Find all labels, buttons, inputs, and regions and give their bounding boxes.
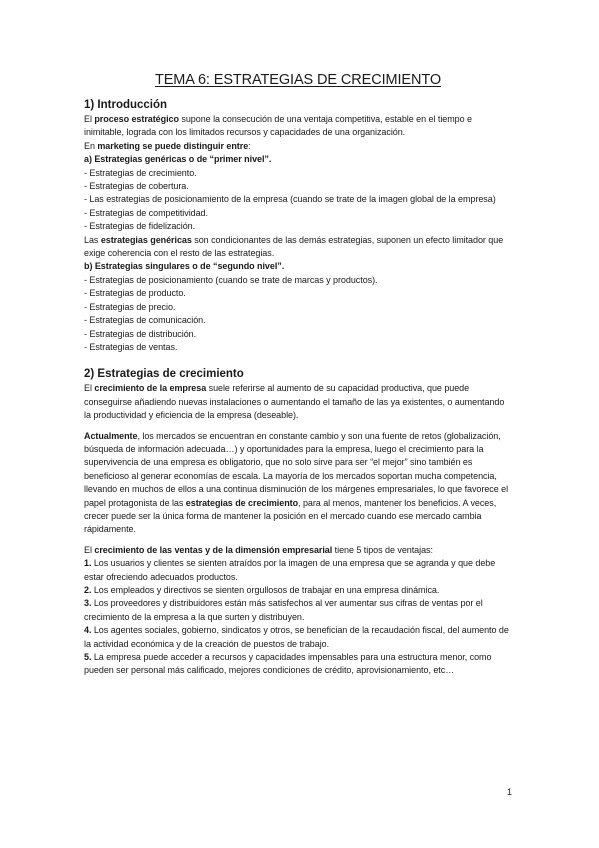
bold-term: a) Estrategias genéricas o de “primer nivel”. <box>84 154 272 165</box>
list-item: - Estrategias de competitividad. <box>84 207 208 218</box>
list-item: - Estrategias de precio. <box>84 301 176 312</box>
document-title: TEMA 6: ESTRATEGIAS DE CRECIMIENTO <box>154 72 442 88</box>
document-page <box>84 72 512 678</box>
list-item: - Estrategias de distribución. <box>84 328 197 339</box>
bold-term: marketing se puede distinguir entre <box>97 140 249 151</box>
text-span: Los empleados y directivos se sienten orgullosos de trabajar en una empresa dinámica. <box>91 585 440 595</box>
text-span: El <box>84 114 95 124</box>
advantage-item <box>84 624 512 651</box>
spacer <box>84 537 512 544</box>
bold-term: crecimiento de la empresa <box>94 383 207 394</box>
text-span: Los usuarios y clientes se sienten atraídos por la imagen de una empresa que se agranda y que debe estar ofreciendo adecuados productos. <box>84 558 496 582</box>
text-span: suele referirse al aumento de su capacidad productiva, que puede conseguirse añadiendo nuevas instalaciones o aumentando el tamaño de las ya existentes, o aumentando la productividad y eficiencia de la empresa (deseable). <box>84 383 505 421</box>
advantage-item <box>84 557 512 584</box>
text-span: El <box>84 544 95 555</box>
text-span: , para al menos, mantener los beneficios. A veces, crecer puede ser la única forma de mantener la posición en el mercado cuando ese mercado cambia rápidamente. <box>84 497 497 535</box>
advantage-item <box>84 597 512 624</box>
list-item: - Estrategias de producto. <box>84 288 186 299</box>
list-item: - Estrategias de fidelización. <box>84 221 196 232</box>
paragraph-estrategias-genericas <box>84 234 512 261</box>
list-item: - Estrategias de comunicación. <box>84 315 206 326</box>
list-item: - Estrategias de ventas. <box>84 341 178 352</box>
subheading-segundo-nivel <box>84 260 512 273</box>
list-item: - Las estrategias de posicionamiento de la empresa (cuando se trate de la imagen global de la empresa) <box>84 194 496 205</box>
bold-term: estrategias de crecimiento <box>185 497 299 508</box>
section-heading-introduccion: 1) Introducción <box>84 99 168 111</box>
item-number: 5. <box>84 652 92 663</box>
text-span: Los agentes sociales, gobierno, sindicatos y otros, se benefician de la recaudación fiscal, del aumento de la actividad económica y de la creación de puestos de trabajo. <box>84 625 509 649</box>
text-span: : <box>248 140 251 151</box>
spacer <box>84 423 512 430</box>
list-item: - Estrategias de cobertura. <box>84 181 189 192</box>
text-span: Los proveedores y distribuidores están más satisfechos al ver aumentar sus cifras de ventas por el crecimiento de la empresa a la que surten y distribuyen. <box>84 598 483 622</box>
item-number: 1. <box>84 558 92 569</box>
bold-term: Actualmente <box>84 430 138 441</box>
text-span: son condicionantes de las demás estrategias, suponen un efecto limitador que exige coherencia con el resto de las estrategias. <box>84 234 504 259</box>
bold-term: estrategias genéricas <box>100 234 192 245</box>
text-span: Las <box>84 234 101 245</box>
advantage-item <box>84 584 512 597</box>
paragraph-actualmente <box>84 430 512 537</box>
text-span: supone la consecución de una ventaja competitiva, estable en el tiempo e inimitable, lograda con los limitados recursos y capacidades de una organización. <box>84 114 472 138</box>
text-span: La empresa puede acceder a recursos y capacidades impensables para una estructura menor, como pueden ser personal más calificado, mejores condiciones de crédito, aprovisionamiento, etc… <box>84 652 492 676</box>
list-item: - Estrategias de crecimiento. <box>84 167 197 178</box>
list-item: - Estrategias de posicionamiento (cuando se trate de marcas y productos). <box>84 274 378 285</box>
item-number: 3. <box>84 598 92 609</box>
paragraph-proceso-estrategico <box>84 113 512 140</box>
item-number: 2. <box>84 585 92 595</box>
page-number: 1 <box>507 787 513 797</box>
paragraph-crecimiento-empresa <box>84 382 512 422</box>
advantage-item <box>84 651 512 678</box>
paragraph-ventajas-intro <box>84 544 512 557</box>
text-span: , los mercados se encuentran en constante cambio y son una fuente de retos (globalización, búsqueda de información adecuada…) y oportunidades para la empresa, luego el crecimiento para la supervivencia de una empresa es obligatorio, que no solo sirve para ser “el mejor” sino también es beneficioso al generar economías de escala. La mayoría de los mercados soportan mucha competencia, llevando en muchos de ellos a una continua disminución de los márgenes empresariales, lo que favorece el papel protagonista de las <box>84 430 509 508</box>
spacer <box>84 354 512 368</box>
text-span: En <box>84 140 98 151</box>
section-heading-estrategias-crecimiento: 2) Estrategias de crecimiento <box>84 368 244 381</box>
bold-term: proceso estratégico <box>94 114 179 124</box>
subheading-primer-nivel <box>84 153 512 166</box>
paragraph-marketing <box>84 140 512 153</box>
text-span: El <box>84 383 95 394</box>
text-span: tiene 5 tipos de ventajas: <box>332 544 433 555</box>
bold-term: b) Estrategias singulares o de “segundo nivel”. <box>84 261 285 272</box>
bold-term: crecimiento de las ventas y de la dimensión empresarial <box>94 544 333 555</box>
item-number: 4. <box>84 625 92 636</box>
